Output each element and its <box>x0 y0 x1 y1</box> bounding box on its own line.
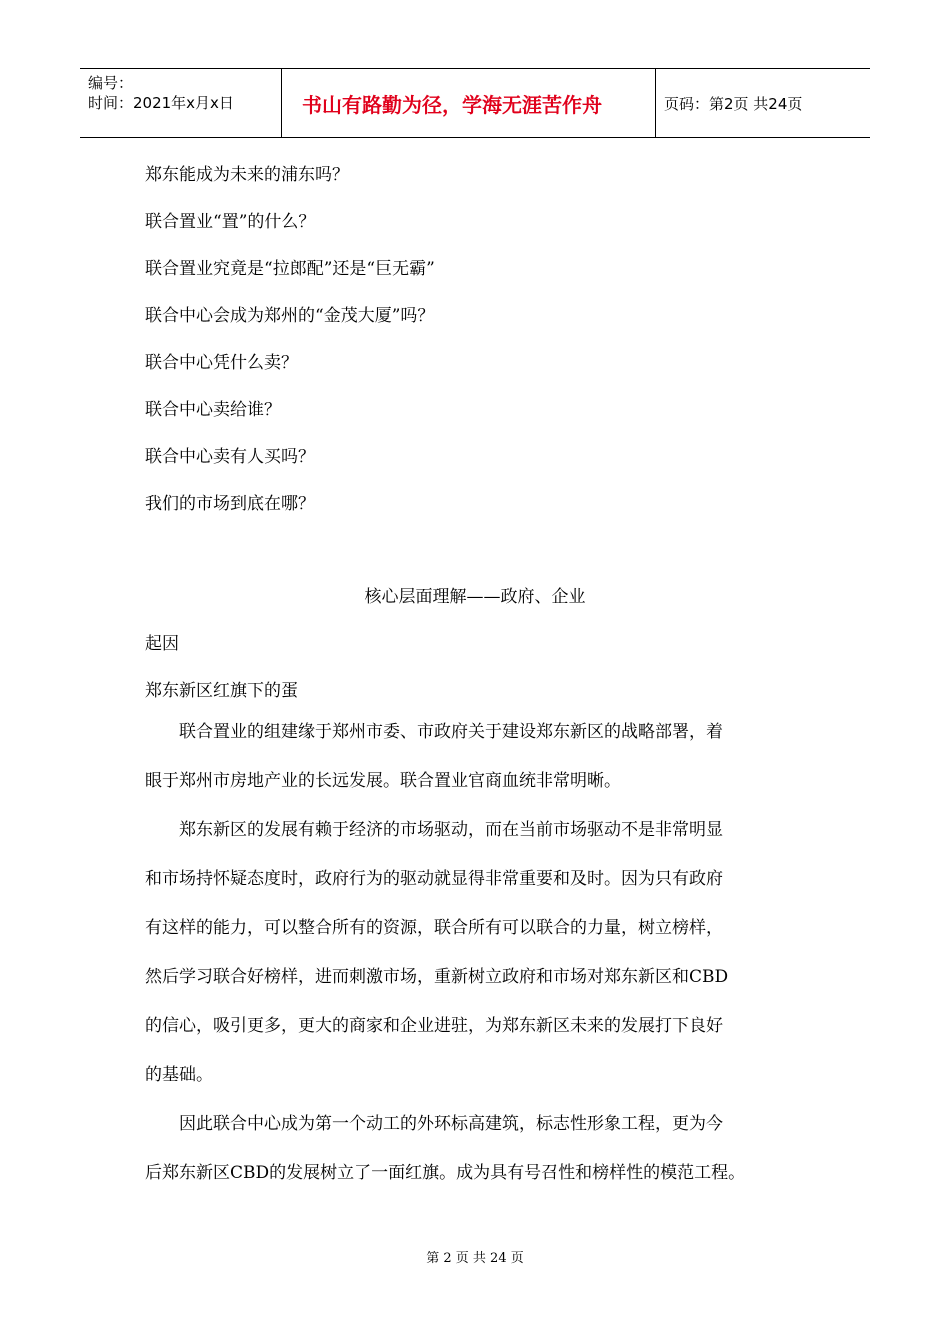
paragraph-line: 有这样的能力，可以整合所有的资源，联合所有可以联合的力量，树立榜样， <box>145 918 723 938</box>
time-label: 时间：2021年x月x日 <box>88 94 234 112</box>
subheading-topic: 郑东新区红旗下的蛋 <box>145 681 298 701</box>
question-line: 郑东能成为未来的浦东吗？ <box>145 165 349 185</box>
paragraph-2 <box>145 806 810 1100</box>
question-line: 联合中心凭什么卖？ <box>145 353 298 373</box>
paragraph-line: 然后学习联合好榜样，进而刺激市场，重新树立政府和市场对郑东新区和CBD <box>145 967 729 987</box>
motto-cell <box>282 69 656 137</box>
paragraph-line: 郑东新区的发展有赖于经济的市场驱动，而在当前市场驱动不是非常明显 <box>145 820 723 840</box>
page-header <box>80 68 870 138</box>
motto-text: 书山有路勤为径，学海无涯苦作舟 <box>302 92 602 117</box>
number-label: 编号： <box>88 74 134 92</box>
paragraph-line: 的信心，吸引更多，更大的商家和企业进驻，为郑东新区未来的发展打下良好 <box>145 1016 723 1036</box>
page-footer: 第 2 页 共 24 页 <box>426 1251 524 1266</box>
question-line: 联合中心卖给谁？ <box>145 400 281 420</box>
question-line: 联合置业究竟是“拉郎配”还是“巨无霸” <box>145 259 435 279</box>
paragraph-line: 后郑东新区CBD的发展树立了一面红旗。成为具有号召性和榜样性的模范工程。 <box>145 1163 746 1183</box>
question-line: 联合中心会成为郑州的“金茂大厦”吗？ <box>145 306 435 326</box>
question-line: 联合置业“置”的什么？ <box>145 212 316 232</box>
page-info-text: 页码：第2页 共24页 <box>664 94 803 113</box>
subheading-cause: 起因 <box>145 634 179 654</box>
paragraph-3 <box>145 1100 810 1198</box>
question-line: 我们的市场到底在哪？ <box>145 494 315 514</box>
paragraph-line: 和市场持怀疑态度时，政府行为的驱动就显得非常重要和及时。因为只有政府 <box>145 869 723 889</box>
section-title: 核心层面理解——政府、企业 <box>364 587 586 607</box>
paragraph-1 <box>145 708 810 806</box>
header-meta-cell <box>80 69 282 137</box>
paragraph-line: 的基础。 <box>145 1065 213 1085</box>
paragraph-line: 联合置业的组建缘于郑州市委、市政府关于建设郑东新区的战略部署，着 <box>145 722 723 742</box>
paragraph-line: 因此联合中心成为第一个动工的外环标高建筑，标志性形象工程，更为今 <box>145 1114 723 1134</box>
page-info-cell <box>656 69 870 137</box>
paragraph-line: 眼于郑州市房地产业的长远发展。联合置业官商血统非常明晰。 <box>145 771 621 791</box>
question-line: 联合中心卖有人买吗？ <box>145 447 315 467</box>
